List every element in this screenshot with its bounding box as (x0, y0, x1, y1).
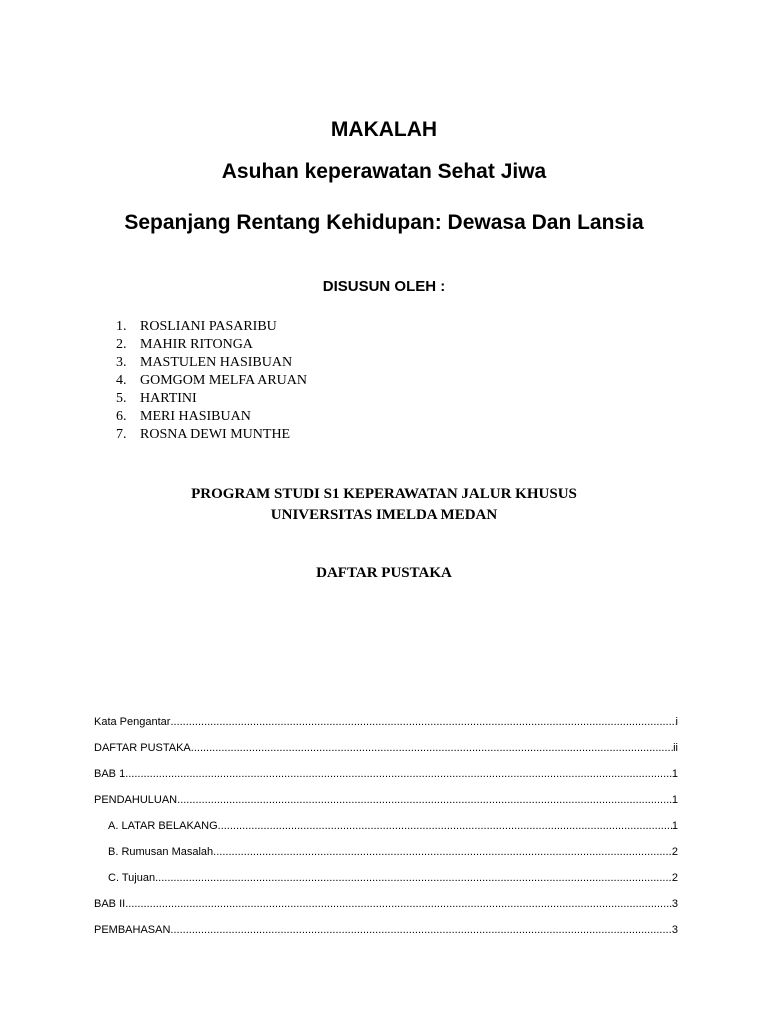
author-item (116, 354, 307, 372)
prepared-by-heading: DISUSUN OLEH : (322, 278, 446, 295)
toc-entry-page: 2 (671, 872, 678, 884)
document-subtitle-line2: Sepanjang Rentang Kehidupan: Dewasa Dan Lansia (124, 211, 644, 234)
toc-entry-label: DAFTAR PUSTAKA (94, 742, 191, 754)
toc-entry-label: BAB 1 (94, 768, 126, 780)
university-name: UNIVERSITAS IMELDA MEDAN (270, 507, 498, 523)
toc-entry (94, 791, 678, 817)
toc-entry (94, 765, 678, 791)
toc-entry-label: B. Rumusan Masalah (108, 846, 214, 858)
toc-entry-page: 3 (671, 898, 678, 910)
toc-entry-label: BAB II (94, 898, 126, 910)
author-list (116, 318, 307, 444)
toc-entry-page: ii (673, 742, 678, 754)
toc-dot-leader (170, 713, 675, 731)
toc-entry (94, 843, 678, 869)
toc-entry (94, 895, 678, 921)
document-title: MAKALAH (330, 118, 438, 141)
author-name: GOMGOM MELFA ARUAN (140, 373, 307, 388)
toc-entry-page: 3 (671, 924, 678, 936)
toc-entry-page: 1 (671, 768, 678, 780)
toc-entry-page: 2 (671, 846, 678, 858)
author-number: 2. (116, 337, 127, 352)
author-number: 1. (116, 319, 127, 334)
bibliography-heading: DAFTAR PUSTAKA (316, 565, 452, 581)
program-heading (0, 484, 768, 526)
toc-dot-leader (125, 765, 672, 783)
author-name: MASTULEN HASIBUAN (140, 355, 293, 370)
toc-entry (94, 817, 678, 843)
toc-entry (94, 739, 678, 765)
toc-dot-leader (218, 817, 672, 835)
toc-entry-page: 1 (671, 820, 678, 832)
author-number: 4. (116, 373, 127, 388)
author-item (116, 336, 307, 354)
toc-dot-leader (191, 739, 673, 757)
author-name: ROSNA DEWI MUNTHE (140, 427, 291, 442)
author-item (116, 426, 307, 444)
toc-entry-label: PEMBAHASAN (94, 924, 171, 936)
author-item (116, 390, 307, 408)
toc-entry-page: i (675, 716, 678, 728)
program-name: PROGRAM STUDI S1 KEPERAWATAN JALUR KHUSUS (191, 486, 577, 502)
author-number: 3. (116, 355, 127, 370)
author-name: MAHIR RITONGA (140, 337, 253, 352)
author-item (116, 372, 307, 390)
toc-entry (94, 869, 678, 895)
toc-dot-leader (155, 869, 672, 887)
author-name: HARTINI (140, 391, 197, 406)
toc-dot-leader (213, 843, 672, 861)
toc-dot-leader (125, 895, 672, 913)
toc-entry (94, 713, 678, 739)
author-name: MERI HASIBUAN (140, 409, 251, 424)
author-number: 7. (116, 427, 127, 442)
author-number: 6. (116, 409, 127, 424)
author-number: 5. (116, 391, 127, 406)
toc-dot-leader (177, 791, 672, 809)
toc-entry-label: PENDAHULUAN (94, 794, 178, 806)
toc-entry (94, 921, 678, 947)
author-name: ROSLIANI PASARIBU (140, 319, 277, 334)
toc-entry-label: A. LATAR BELAKANG (108, 820, 218, 832)
author-item (116, 318, 307, 336)
toc-entry-label: Kata Pengantar (94, 716, 171, 728)
toc-entry-label: C. Tujuan (108, 872, 156, 884)
toc-dot-leader (170, 921, 671, 939)
toc-entry-page: 1 (671, 794, 678, 806)
table-of-contents (94, 713, 678, 947)
author-item (116, 408, 307, 426)
document-subtitle-line1: Asuhan keperawatan Sehat Jiwa (221, 160, 547, 183)
